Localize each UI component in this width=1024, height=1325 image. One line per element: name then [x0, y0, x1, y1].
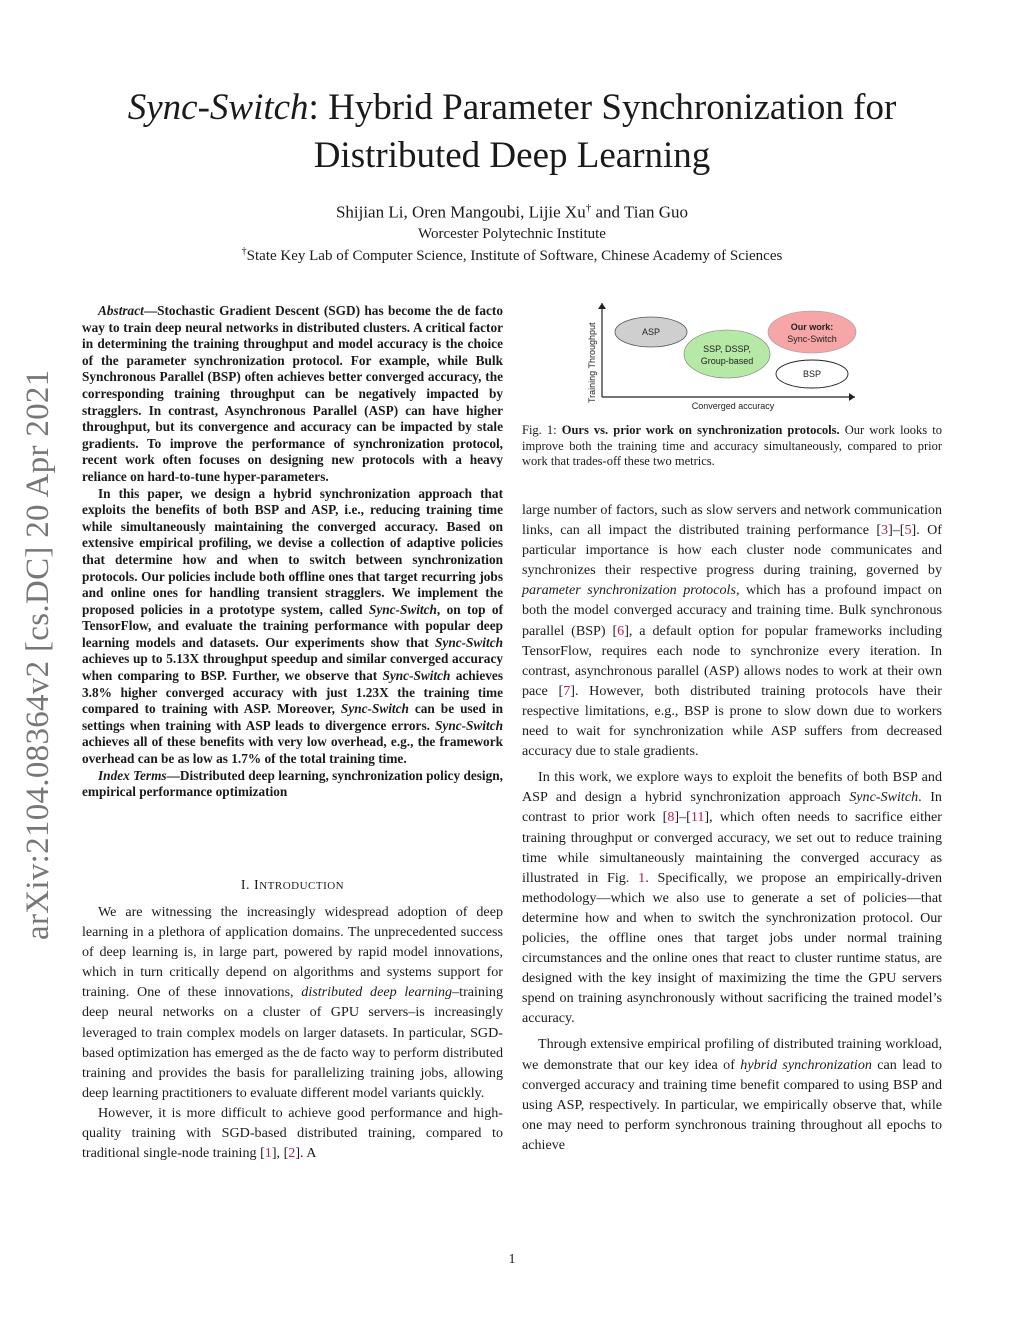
abstract-p2f: achieves all of these benefits with very low overhead, e.g., the framework overhead can be as low as 1.7% of the total training time. — [82, 734, 503, 767]
intro-p1b: –training deep neural networks on a cluster of GPU servers–is increasingly leveraged to train complex models on larger datasets. In particular, SGD-based optimization has emerged as the de facto way to perform distributed training and provides the basis for parallelizing training jobs, allowing deep learning practitioners to evaluate different model variants quickly. — [82, 984, 503, 1101]
caption-rest: Our work looks to improve both the training time and accuracy simultaneously, compared to prior work that trades-off these two metrics. — [522, 423, 942, 468]
y-axis-arrow — [598, 303, 606, 309]
right-p2c: ], which often needs to sacrifice either training throughput or converged accuracy, we set out to reduce training time while simultaneously maintaining the converged accuracy as illustrated in Fig. — [522, 809, 942, 886]
abstract — [82, 303, 503, 801]
bsp-label: BSP — [802, 369, 822, 379]
right-p2d: . Specifically, we propose an empirically-driven methodology—which we also use to generate a set of policies—that determine how and when to switch the synchronization protocol. Our policies, the offline ones that target jobs under normal training circumstances and the online ones that react to cluster runtime status, are designed with the key insight of maximizing the time the GPU servers spend on training asynchronously without sacrificing the trained model’s accuracy. — [522, 869, 943, 1027]
affiliation-2-text: State Key Lab of Computer Science, Institute of Software, Chinese Academy of Sciences — [246, 248, 783, 264]
right-p3a: Through extensive empirical profiling of distributed training workload, we demonstrate that our key idea of — [522, 1036, 942, 1073]
citation-link[interactable]: 6 — [617, 622, 625, 639]
abstract-ss-3: Sync-Switch — [382, 668, 451, 684]
abstract-ss-1: Sync-Switch — [368, 601, 437, 617]
citation-link[interactable]: 11 — [690, 809, 705, 826]
figure-1-diagram — [580, 303, 880, 413]
section-heading — [82, 878, 503, 894]
citation-link[interactable]: 5 — [904, 522, 912, 539]
abstract-ss-2: Sync-Switch — [435, 634, 503, 650]
citation-sep: ]–[ — [888, 522, 905, 539]
affiliation-1: Worcester Polytechnic Institute — [418, 226, 606, 242]
figure-1-caption — [522, 423, 942, 470]
caption-label: Fig. 1: — [522, 423, 562, 437]
section-rest: NTRODUCTION — [259, 880, 345, 892]
right-p1c: , which has a profound impact on both the model converged accuracy and training time. Bulk synchronous parallel (BSP) [ — [522, 582, 943, 639]
citation-link[interactable]: 8 — [667, 809, 675, 826]
index-terms-text: —Distributed deep learning, synchronization policy design, empirical performance optimization — [82, 767, 503, 800]
right-p3-italic: hybrid synchronization — [740, 1056, 872, 1073]
abstract-p2d: achieves 3.8% higher converged accuracy with just 1.23X the training time compared to training with ASP. Moreover, — [82, 668, 504, 717]
affiliation-2 — [0, 246, 1024, 265]
citation-sep: ]–[ — [674, 809, 691, 826]
intro-p1a: We are witnessing the increasingly widespread adoption of deep learning in a plethora of application domains. The unprecedented success of deep learning is, in large part, powered by rapid model innovations, which in turn critically depend on algorithms and systems support for training. One of these innovations, — [82, 904, 503, 1001]
intro-p1-italic: distributed deep learning — [301, 984, 453, 1001]
our-work-label-2: Sync-Switch — [787, 334, 837, 344]
right-p1e: ]. However, both distributed training protocols have their respective limitations, e.g., BSP is prone to slow down due to workers need to wait for synchronization while ASP suffers from decreased accuracy due to stale gradients. — [522, 682, 942, 760]
index-terms-label: Index Terms — [98, 767, 167, 783]
ssp-label-1: SSP, DSSP, — [703, 344, 751, 354]
asp-label: ASP — [641, 327, 661, 337]
figure-ref-link[interactable]: 1 — [638, 869, 646, 886]
citation-link[interactable]: 2 — [288, 1145, 296, 1162]
author-dagger: † — [585, 202, 592, 214]
our-work-ellipse — [768, 311, 856, 353]
right-p2-italic: Sync-Switch — [849, 789, 919, 806]
y-axis-label: Training Throughput — [587, 322, 597, 403]
abstract-p2e: can be used in settings when training with ASP leads to divergence errors. — [82, 701, 503, 733]
our-work-label-1: Our work: — [790, 322, 834, 332]
citation-link[interactable]: 3 — [881, 522, 889, 539]
abstract-p2c: achieves up to 5.13X throughput speedup and similar converged accuracy when comparing to BSP. Further, we observe that — [82, 651, 503, 684]
citation-sep: ], [ — [271, 1145, 289, 1162]
ssp-ellipse — [684, 330, 770, 378]
abstract-label: Abstract — [98, 303, 144, 318]
right-p1-italic: parameter synchronization protocols — [522, 582, 736, 599]
authors — [0, 202, 1024, 223]
right-p2a: In this work, we explore ways to exploit the benefits of both BSP and ASP and design a hybrid synchronization approach — [522, 769, 942, 806]
title-rest: : Hybrid Parameter Synchronization for — [308, 87, 897, 128]
citation-link[interactable]: 1 — [264, 1145, 272, 1162]
author-last: and Tian Guo — [591, 202, 689, 222]
arxiv-stamp: arXiv:2104.08364v2 [cs.DC] 20 Apr 2021 — [20, 369, 56, 940]
page-number: 1 — [508, 1252, 516, 1267]
x-axis-label: Converged accuracy — [691, 401, 775, 411]
abstract-p1: —Stochastic Gradient Descent (SGD) has become the de facto way to train deep neural networks in distributed clusters. A critical factor in determining the training throughput and model accuracy is the choice of the parameter synchronization protocol. For example, while Bulk Synchronous Parallel (BSP) often achieves better converged accuracy, the corresponding training throughput can be negatively impacted by stragglers. In contrast, Asynchronous Parallel (ASP) can have higher throughput, but its convergence and accuracy can be impacted by stale gradients. To improve the performance of synchronization protocol, recent work often focuses on designing new protocols with a heavy reliance on hard-to-tune hyper-parameters. — [82, 303, 503, 484]
right-p2b: . In contrast to prior work [ — [522, 789, 942, 826]
right-p1a: large number of factors, such as slow servers and network communication links, can all impact the distributed training performance [ — [522, 502, 942, 539]
abstract-p2b: , on top of TensorFlow, and evaluate the training performance with popular deep learning models and datasets. Our experiments show that — [82, 601, 503, 650]
right-p3b: can lead to converged accuracy and training time benefit compared to using BSP and using ASP, respectively. In particular, we empirically observe that, while one may need to perform synchronous training throughout all epochs to achieve — [522, 1056, 942, 1153]
section-first-letter: I — [254, 878, 260, 893]
affiliation-dagger: † — [241, 246, 247, 257]
abstract-ss-4: Sync-Switch — [340, 701, 409, 717]
right-p1b: ]. Of particular importance is how each cluster node communicates and synchronizes their respective progress during training, governed by — [522, 522, 942, 579]
right-p1d: ], a default option for popular frameworks including TensorFlow, requires each node to synchronize every iteration. In contrast, asynchronous parallel (ASP) allows nodes to work at their own pace [ — [522, 622, 942, 699]
section-number: I. — [240, 878, 255, 893]
intro-p2b: ]. A — [295, 1145, 317, 1162]
x-axis-arrow — [849, 393, 855, 401]
title-system-name: Sync-Switch — [127, 87, 309, 128]
paper-title — [0, 84, 1024, 180]
author-names: Shijian Li, Oren Mangoubi, Lijie Xu — [335, 202, 586, 222]
ssp-label-2: Group-based — [700, 356, 754, 366]
abstract-p2a: In this paper, we design a hybrid synchronization approach that exploits the benefits of both BSP and ASP, i.e., reducing training time while simultaneously maintaining the converged accuracy. Based on extensive empirical profiling, we devise a collection of adaptive policies that determine how and when to switch between synchronization protocols. Our policies include both offline ones that target recurring jobs and online ones for handling transient stragglers. We implement the proposed policies in a prototype system, called — [82, 485, 503, 617]
title-line-2: Distributed Deep Learning — [313, 135, 711, 176]
caption-bold: Ours vs. prior work on synchronization protocols. — [561, 423, 840, 437]
abstract-ss-5: Sync-Switch — [435, 717, 503, 733]
intro-p2a: However, it is more difficult to achieve good performance and high-quality training with SGD-based distributed training, compared to traditional single-node training [ — [82, 1104, 503, 1162]
left-column-body — [82, 902, 503, 1163]
right-column-body — [522, 500, 942, 1155]
citation-link[interactable]: 7 — [563, 682, 571, 699]
